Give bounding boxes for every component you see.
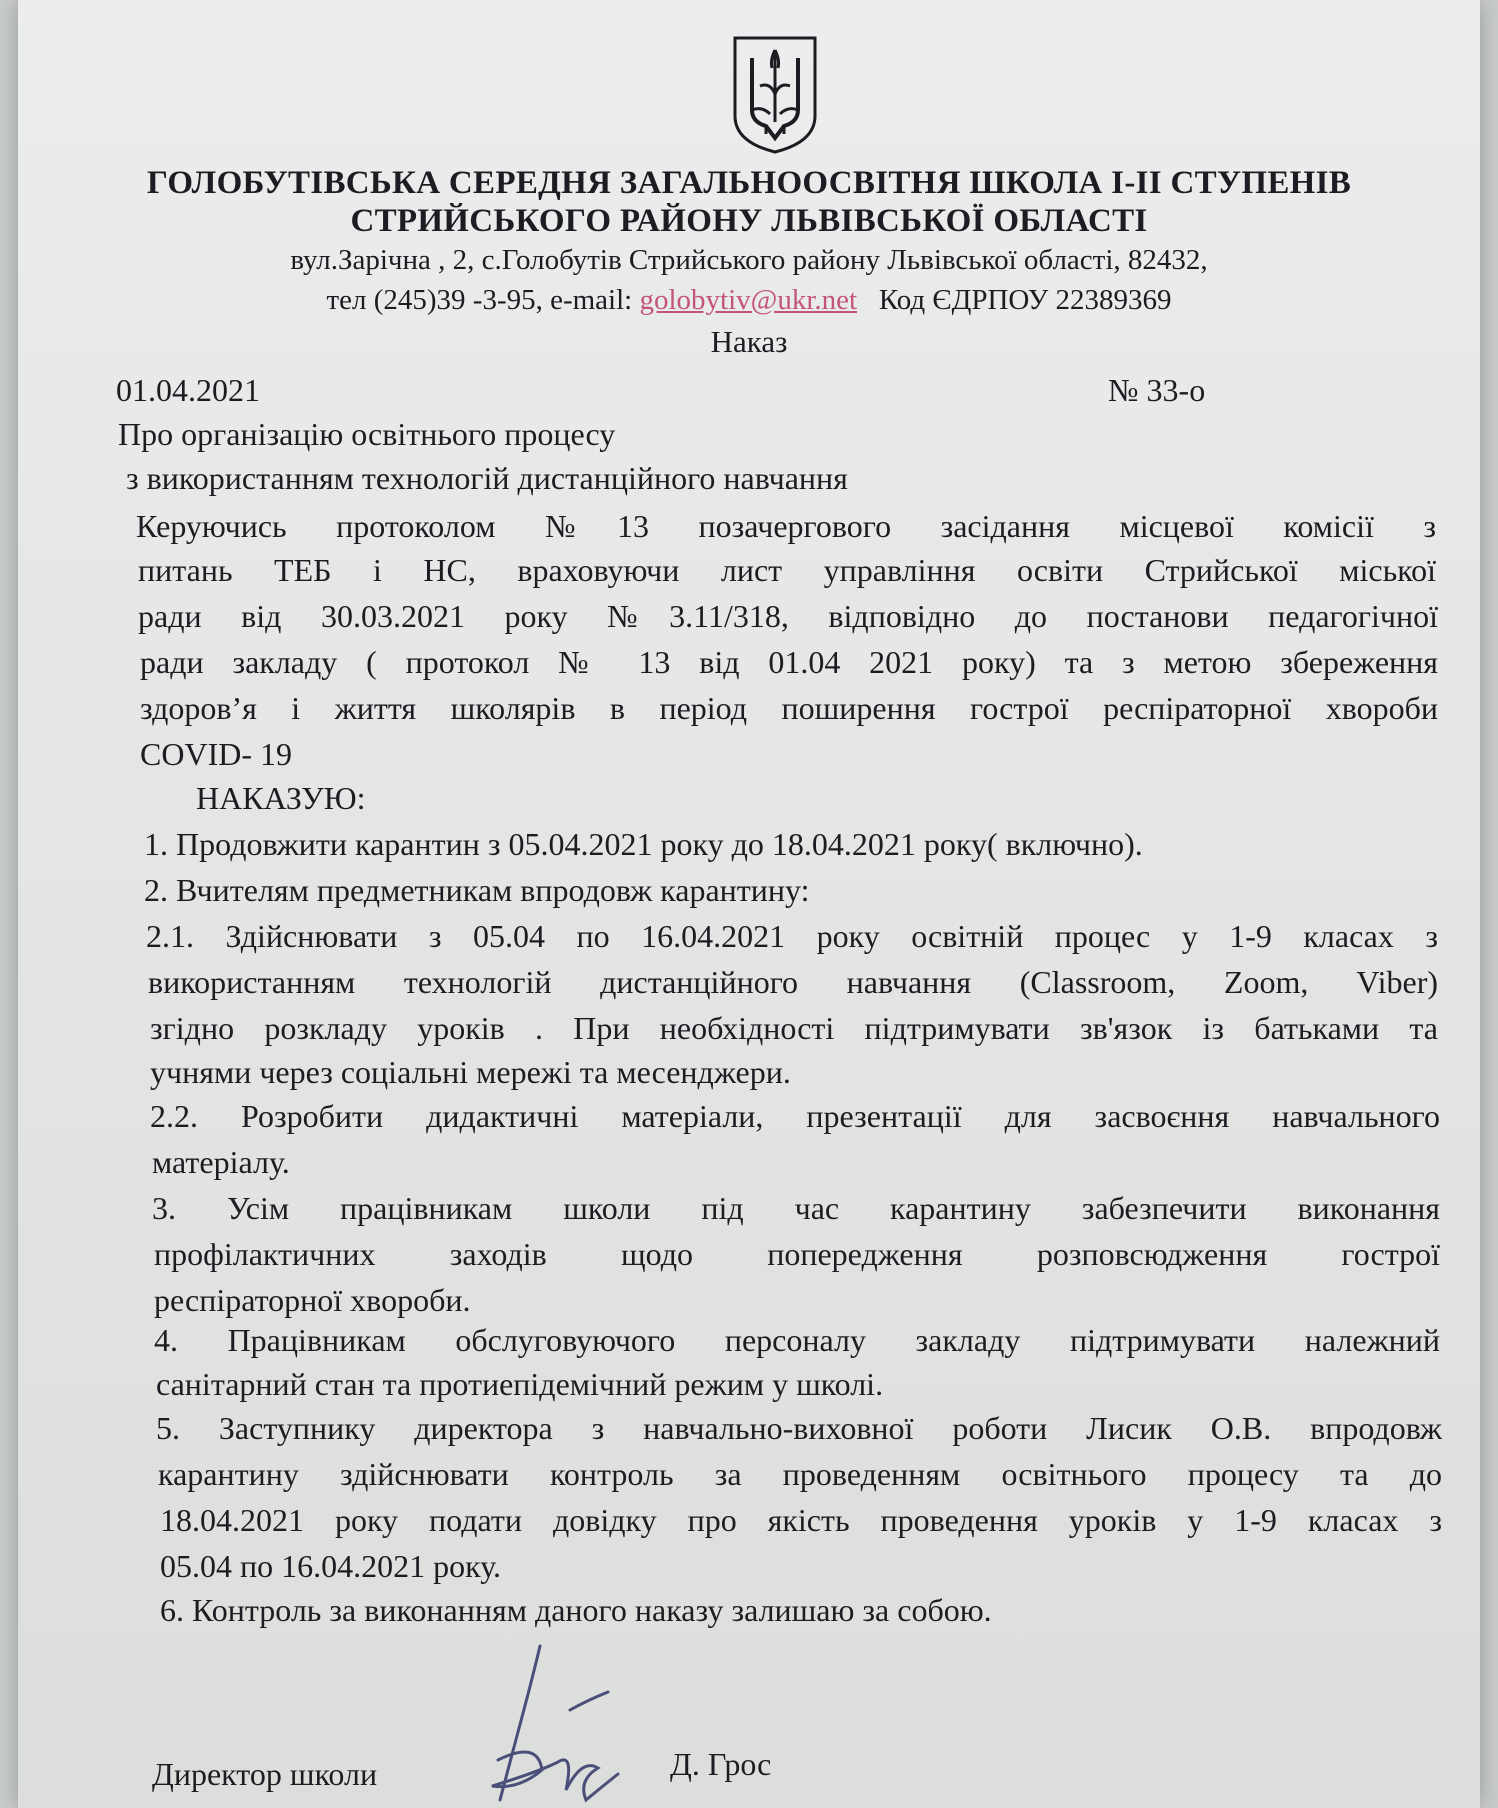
item-4-line: 4. Працівникам обслуговуючого персоналу закладу підтримувати належний [154, 1322, 1440, 1358]
school-address: вул.Зарічна , 2, с.Голобутів Стрийського району Львівської області, 82432, [290, 244, 1208, 276]
item-5-last-line: 05.04 по 16.04.2021 року. [160, 1548, 502, 1584]
preamble-last-line: COVID- 19 [140, 736, 292, 772]
item-3-last-line: респіраторної хвороби. [154, 1282, 471, 1318]
item-5-line: 18.04.2021 року подати довідку про якість проведення уроків у 1-9 класах з [160, 1502, 1442, 1538]
item-2: 2. Вчителям предметникам впродовж карантину: [144, 872, 810, 908]
edrpou-code: Код ЄДРПОУ 22389369 [878, 284, 1172, 316]
item-3-line: 3. Усім працівникам школи під час карантину забезпечити виконання [152, 1190, 1440, 1226]
item-2-1-last-line: учнями через соціальні мережі та месенджери. [150, 1054, 791, 1090]
item-5-line: карантину здійснювати контроль за проведенням освітнього процесу та до [158, 1456, 1442, 1492]
item-2-2-line: 2.2. Розробити дидактичні матеріали, презентації для засвоєння навчального [150, 1098, 1440, 1134]
command-word: НАКАЗУЮ: [196, 780, 366, 816]
order-subject-line2: з використанням технологій дистанційного навчання [126, 460, 848, 496]
school-name-line2: СТРИЙСЬКОГО РАЙОНУ ЛЬВІВСЬКОЇ ОБЛАСТІ [350, 203, 1148, 239]
signature-position: Директор школи [152, 1756, 378, 1792]
item-6: 6. Контроль за виконанням даного наказу залишаю за собою. [160, 1592, 992, 1628]
item-2-1-line: 2.1. Здійснювати з 05.04 по 16.04.2021 року освітній процес у 1-9 класах з [146, 918, 1438, 954]
phone-text: тел (245)39 -3-95, e-mail: [326, 284, 633, 316]
item-3-line: профілактичних заходів щодо попередження розповсюдження гострої [154, 1236, 1440, 1272]
order-title: Наказ [710, 324, 788, 359]
preamble-line: Керуючись протоколом №13 позачергового засідання місцевої комісії з [136, 508, 1436, 544]
signature-name: Д. Грос [670, 1746, 772, 1782]
item-4-last-line: санітарний стан та протиепідемічний режим у школі. [156, 1366, 884, 1402]
preamble-line: ради закладу ( протокол № 13 від 01.04 2021 року) та з метою збереження [140, 644, 1438, 680]
item-5-line: 5. Заступнику директора з навчально-виховної роботи Лисик О.В. впродовж [156, 1410, 1442, 1446]
item-2-1-line: згідно розкладу уроків . При необхідності підтримувати зв'язок із батьками та [150, 1010, 1438, 1046]
email-link[interactable]: golobytiv@ukr.net [639, 284, 858, 316]
handwritten-signature-icon [478, 1640, 638, 1808]
preamble-line: ради від 30.03.2021 року №3.11/318, відповідно до постанови педагогічної [138, 598, 1438, 634]
school-name-line1: ГОЛОБУТІВСЬКА СЕРЕДНЯ ЗАГАЛЬНООСВІТНЯ ШКОЛА І-ІІ СТУПЕНІВ [146, 165, 1352, 201]
order-subject-line1: Про організацію освітнього процесу [118, 416, 616, 452]
order-date: 01.04.2021 [116, 372, 260, 408]
order-number: № 33-о [1108, 372, 1206, 408]
preamble-line: питань ТЕБ і НС, враховуючи лист управління освіти Стрийської міської [138, 552, 1436, 588]
item-2-1-line: використанням технологій дистанційного навчання (Classroom, Zoom, Viber) [148, 964, 1438, 1000]
item-1: 1. Продовжити карантин з 05.04.2021 року до 18.04.2021 року( включно). [144, 826, 1143, 862]
preamble-line: здоров’я і життя школярів в період поширення гострої респіраторної хвороби [140, 690, 1438, 726]
coat-of-arms-icon [730, 30, 820, 156]
document-page [18, 0, 1480, 1808]
contact-line [18, 284, 1480, 317]
item-2-2-last-line: матеріалу. [152, 1144, 290, 1180]
